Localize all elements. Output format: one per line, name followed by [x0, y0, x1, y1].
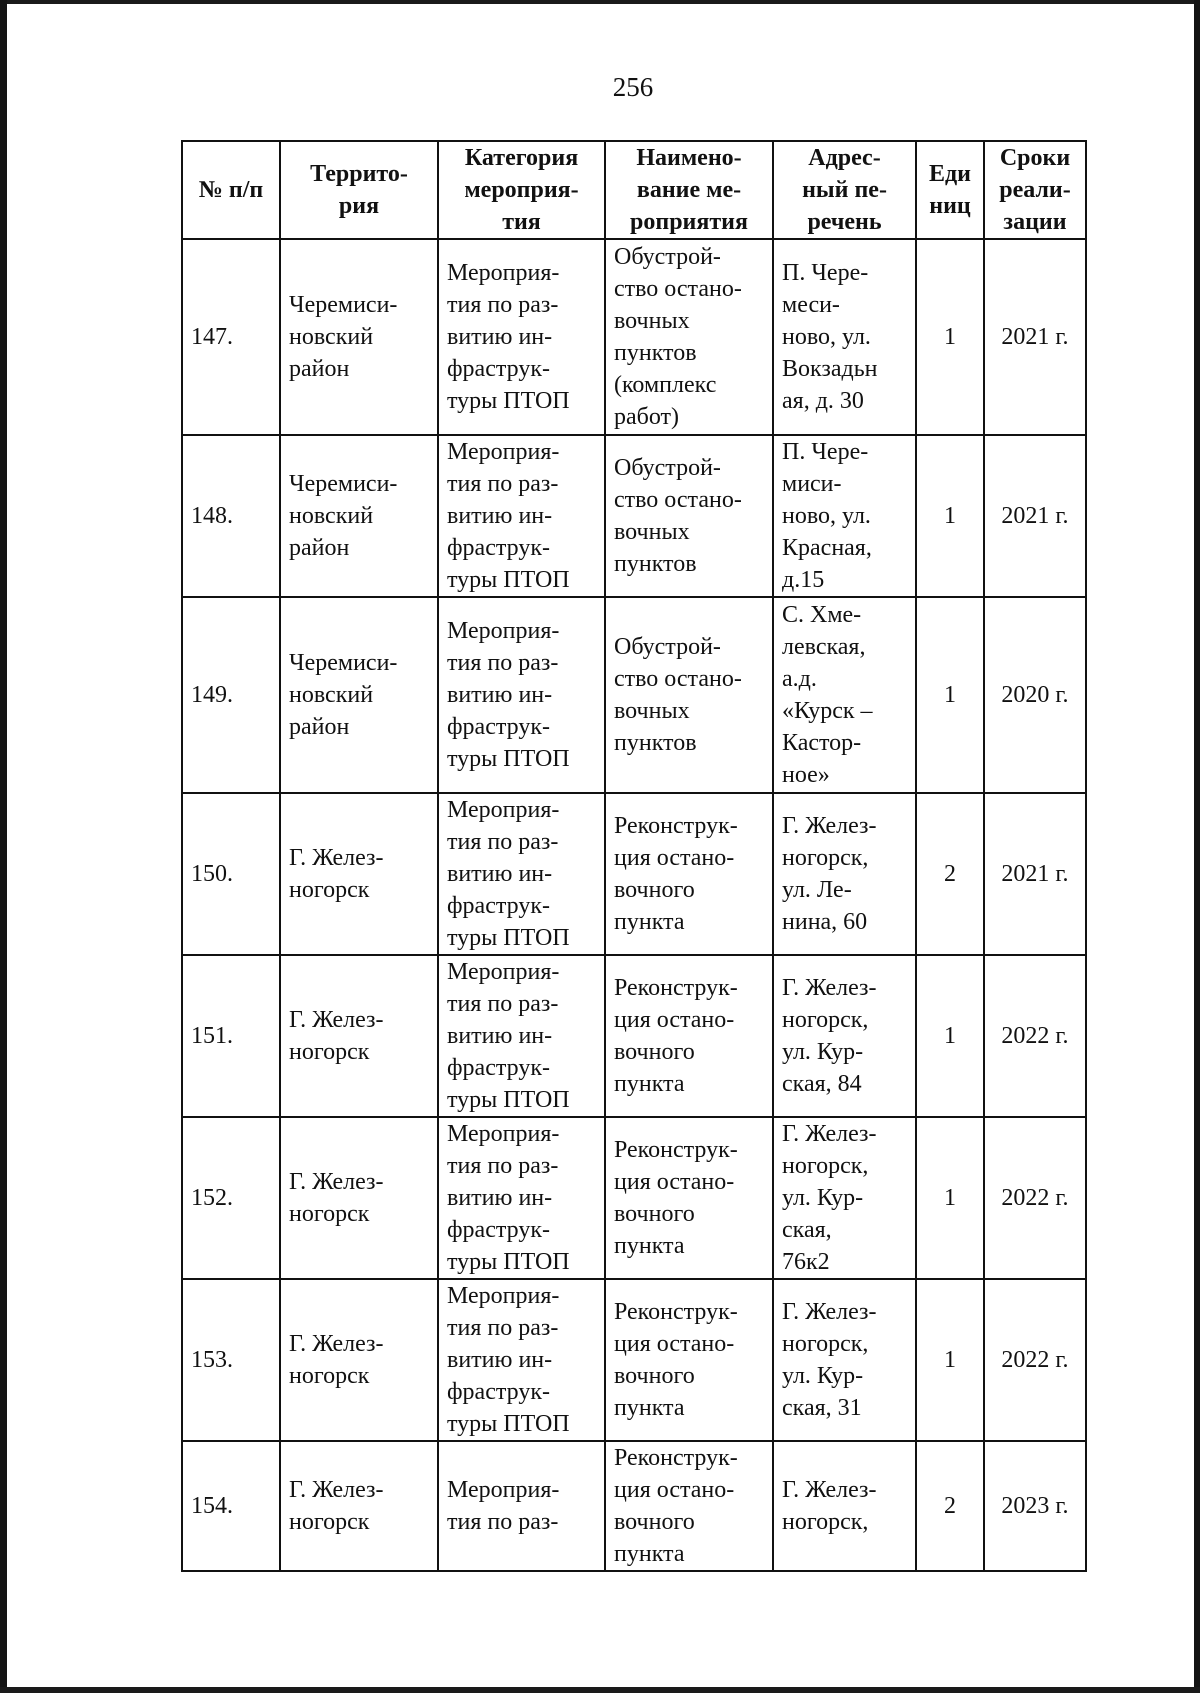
deadline-cell: 2022 г. [984, 1117, 1086, 1279]
units-cell: 1 [916, 955, 984, 1117]
header-deadline: Сроки реали- зации [984, 141, 1086, 239]
header-category: Категория мероприя- тия [438, 141, 605, 239]
header-units: Еди ниц [916, 141, 984, 239]
address-cell: С. Хме- левская, а.д. «Курск – Кастор- ное» [773, 597, 916, 793]
measure-name-cell: Реконструк- ция остано- вочного пункта [605, 1279, 773, 1441]
deadline-cell: 2022 г. [984, 955, 1086, 1117]
measure-name-cell: Реконструк- ция остано- вочного пункта [605, 955, 773, 1117]
header-territory: Террито- рия [280, 141, 438, 239]
units-cell: 1 [916, 435, 984, 597]
row-number: 149. [182, 597, 280, 793]
table-row [182, 435, 1086, 597]
address-cell: П. Чере- миси- ново, ул. Красная, д.15 [773, 435, 916, 597]
header-measure-name: Наимено- вание ме- роприятия [605, 141, 773, 239]
address-cell: Г. Желез- ногорск, ул. Кур- ская, 84 [773, 955, 916, 1117]
measures-table [181, 140, 1087, 1572]
row-number: 147. [182, 239, 280, 435]
deadline-cell: 2021 г. [984, 793, 1086, 955]
table-row [182, 955, 1086, 1117]
table-row [182, 597, 1086, 793]
measure-name-cell: Реконструк- ция остано- вочного пункта [605, 1441, 773, 1571]
scan-edge-bottom [0, 1687, 1200, 1693]
category-cell: Мероприя- тия по раз- витию ин- фраструк- туры ПТОП [438, 597, 605, 793]
category-cell: Мероприя- тия по раз- витию ин- фраструк- туры ПТОП [438, 793, 605, 955]
category-cell: Мероприя- тия по раз- витию ин- фраструк- туры ПТОП [438, 435, 605, 597]
measure-name-cell: Обустрой- ство остано- вочных пунктов [605, 435, 773, 597]
address-cell: Г. Желез- ногорск, ул. Кур- ская, 31 [773, 1279, 916, 1441]
scan-edge-left [0, 0, 7, 1693]
row-number: 150. [182, 793, 280, 955]
territory-cell: Г. Желез- ногорск [280, 1117, 438, 1279]
territory-cell: Черемиси- новский район [280, 597, 438, 793]
table-row [182, 1279, 1086, 1441]
units-cell: 1 [916, 1117, 984, 1279]
header-number: № п/п [182, 141, 280, 239]
scan-edge-top [0, 0, 1200, 4]
units-cell: 2 [916, 793, 984, 955]
scan-edge-right [1194, 0, 1200, 1693]
address-cell: Г. Желез- ногорск, ул. Ле- нина, 60 [773, 793, 916, 955]
units-cell: 2 [916, 1441, 984, 1571]
address-cell: П. Чере- меси- ново, ул. Вокзадьн ая, д. 30 [773, 239, 916, 435]
row-number: 152. [182, 1117, 280, 1279]
category-cell: Мероприя- тия по раз- [438, 1441, 605, 1571]
table-row [182, 239, 1086, 435]
address-cell: Г. Желез- ногорск, [773, 1441, 916, 1571]
units-cell: 1 [916, 239, 984, 435]
row-number: 154. [182, 1441, 280, 1571]
territory-cell: Г. Желез- ногорск [280, 955, 438, 1117]
row-number: 153. [182, 1279, 280, 1441]
territory-cell: Черемиси- новский район [280, 239, 438, 435]
category-cell: Мероприя- тия по раз- витию ин- фраструк- туры ПТОП [438, 239, 605, 435]
measure-name-cell: Реконструк- ция остано- вочного пункта [605, 1117, 773, 1279]
row-number: 151. [182, 955, 280, 1117]
address-cell: Г. Желез- ногорск, ул. Кур- ская, 76к2 [773, 1117, 916, 1279]
deadline-cell: 2021 г. [984, 239, 1086, 435]
page-number: 256 [612, 72, 654, 102]
territory-cell: Черемиси- новский район [280, 435, 438, 597]
deadline-cell: 2023 г. [984, 1441, 1086, 1571]
measure-name-cell: Обустрой- ство остано- вочных пунктов (комплекс работ) [605, 239, 773, 435]
deadline-cell: 2021 г. [984, 435, 1086, 597]
table-row [182, 793, 1086, 955]
territory-cell: Г. Желез- ногорск [280, 1279, 438, 1441]
units-cell: 1 [916, 597, 984, 793]
category-cell: Мероприя- тия по раз- витию ин- фраструк- туры ПТОП [438, 1279, 605, 1441]
measure-name-cell: Реконструк- ция остано- вочного пункта [605, 793, 773, 955]
territory-cell: Г. Желез- ногорск [280, 1441, 438, 1571]
category-cell: Мероприя- тия по раз- витию ин- фраструк- туры ПТОП [438, 955, 605, 1117]
deadline-cell: 2020 г. [984, 597, 1086, 793]
table-row [182, 1441, 1086, 1571]
table-row [182, 1117, 1086, 1279]
territory-cell: Г. Желез- ногорск [280, 793, 438, 955]
category-cell: Мероприя- тия по раз- витию ин- фраструк- туры ПТОП [438, 1117, 605, 1279]
header-address: Адрес- ный пе- речень [773, 141, 916, 239]
deadline-cell: 2022 г. [984, 1279, 1086, 1441]
row-number: 148. [182, 435, 280, 597]
units-cell: 1 [916, 1279, 984, 1441]
table-header-row [182, 141, 1086, 239]
measure-name-cell: Обустрой- ство остано- вочных пунктов [605, 597, 773, 793]
